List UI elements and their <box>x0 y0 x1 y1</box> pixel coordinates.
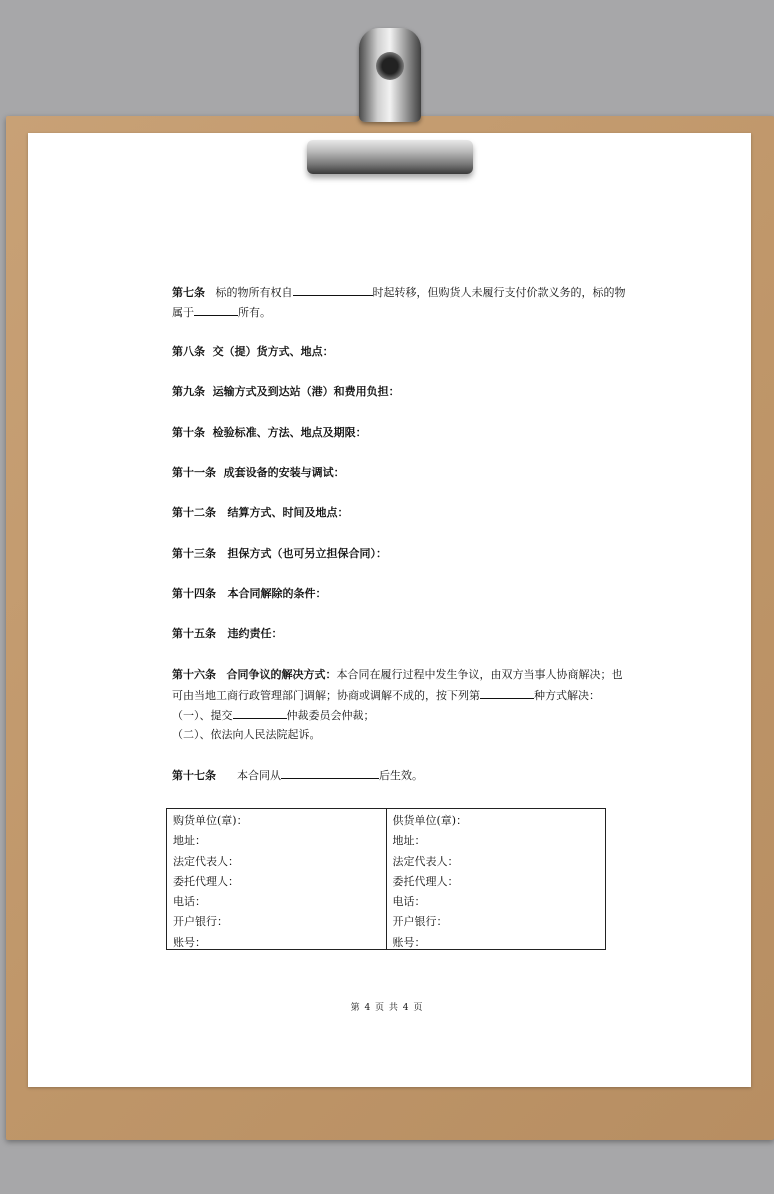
article-8-title: 第八条 <box>172 345 205 358</box>
article-7-text-3: 属于 <box>172 306 194 319</box>
article-9 <box>172 383 400 399</box>
article-9-title: 第九条 <box>172 385 205 398</box>
article-16-title: 第十六条 <box>172 668 216 681</box>
buyer-address: 地址： <box>173 834 206 848</box>
article-11-title: 第十一条 <box>172 466 216 479</box>
article-15-text: 违约责任： <box>227 627 283 640</box>
seller-address: 地址： <box>392 834 426 848</box>
article-16-option-2 <box>172 726 321 742</box>
buyer-bank: 开户银行： <box>173 915 228 929</box>
article-14-title: 第十四条 <box>172 587 216 600</box>
article-7 <box>172 283 626 300</box>
seller-phone: 电话： <box>392 895 426 909</box>
article-17-text-2: 后生效。 <box>378 769 423 782</box>
seller-bank: 开户银行： <box>392 915 448 929</box>
buyer-legal-rep: 法定代表人： <box>173 854 239 868</box>
article-16-line-2 <box>172 686 600 703</box>
article-11-text: 成套设备的安装与调试： <box>223 466 345 479</box>
article-14-text: 本合同解除的条件： <box>227 587 327 600</box>
article-16 <box>172 666 623 682</box>
article-16-label: 合同争议的解决方式： <box>226 668 337 681</box>
party-info-table <box>166 808 606 950</box>
article-13-title: 第十三条 <box>172 547 216 560</box>
article-11 <box>172 464 345 480</box>
article-17-text-1: 本合同从 <box>236 769 281 782</box>
article-7-cont <box>172 303 271 320</box>
seller-account: 账号： <box>392 935 426 949</box>
buyer-phone: 电话： <box>173 895 206 909</box>
article-16-text-2: 可由当地工商行政管理部门调解；协商或调解不成的，按下列第 <box>172 689 480 702</box>
seller-legal-rep: 法定代表人： <box>392 854 459 868</box>
blank-line <box>233 706 287 719</box>
article-17 <box>172 766 423 783</box>
article-7-text-2: 时起转移，但购货人未履行支付价款义务的，标的物 <box>372 286 626 299</box>
article-14 <box>172 585 327 601</box>
article-7-title: 第七条 <box>172 286 205 299</box>
article-8 <box>172 343 334 359</box>
article-16-text-3: 种方式解决： <box>534 689 600 702</box>
article-12-title: 第十二条 <box>172 506 216 519</box>
article-16-option-1 <box>172 706 375 723</box>
article-10-text: 检验标准、方法、地点及期限： <box>212 426 367 439</box>
option-1-text-b: 仲裁委员会仲裁； <box>286 709 375 722</box>
seller-unit: 供货单位(章)： <box>392 814 468 827</box>
seller-column <box>386 809 606 949</box>
article-13-text: 担保方式（也可另立担保合同）： <box>227 547 387 560</box>
article-15 <box>172 625 283 641</box>
clip-base <box>307 140 473 174</box>
article-8-text: 交（提）货方式、地点： <box>212 345 334 358</box>
article-12-text: 结算方式、时间及地点： <box>227 506 349 519</box>
article-13 <box>172 545 387 561</box>
buyer-unit: 购货单位(章)： <box>173 814 248 827</box>
buyer-column <box>167 809 386 949</box>
article-17-title: 第十七条 <box>172 769 216 782</box>
article-7-text-4: 所有。 <box>238 306 271 319</box>
article-10 <box>172 424 367 440</box>
blank-line <box>293 283 373 296</box>
blank-line <box>480 686 534 699</box>
option-1-text-a: （一）、提交 <box>172 709 233 722</box>
blank-line <box>281 766 379 779</box>
buyer-agent: 委托代理人： <box>173 874 239 888</box>
article-9-text: 运输方式及到达站（港）和费用负担： <box>212 385 400 398</box>
article-15-title: 第十五条 <box>172 627 216 640</box>
buyer-account: 账号： <box>173 935 206 949</box>
article-7-text-1: 标的物所有权自 <box>215 286 293 299</box>
article-10-title: 第十条 <box>172 426 205 439</box>
page-number: 第 4 页 共 4 页 <box>350 1003 424 1013</box>
blank-line <box>194 303 238 316</box>
seller-agent: 委托代理人： <box>392 874 459 888</box>
clip-hole <box>376 52 404 80</box>
option-2-text: （二）、依法向人民法院起诉。 <box>172 728 321 741</box>
article-12 <box>172 504 349 520</box>
article-16-text-1: 本合同在履行过程中发生争议，由双方当事人协商解决；也 <box>336 668 623 681</box>
